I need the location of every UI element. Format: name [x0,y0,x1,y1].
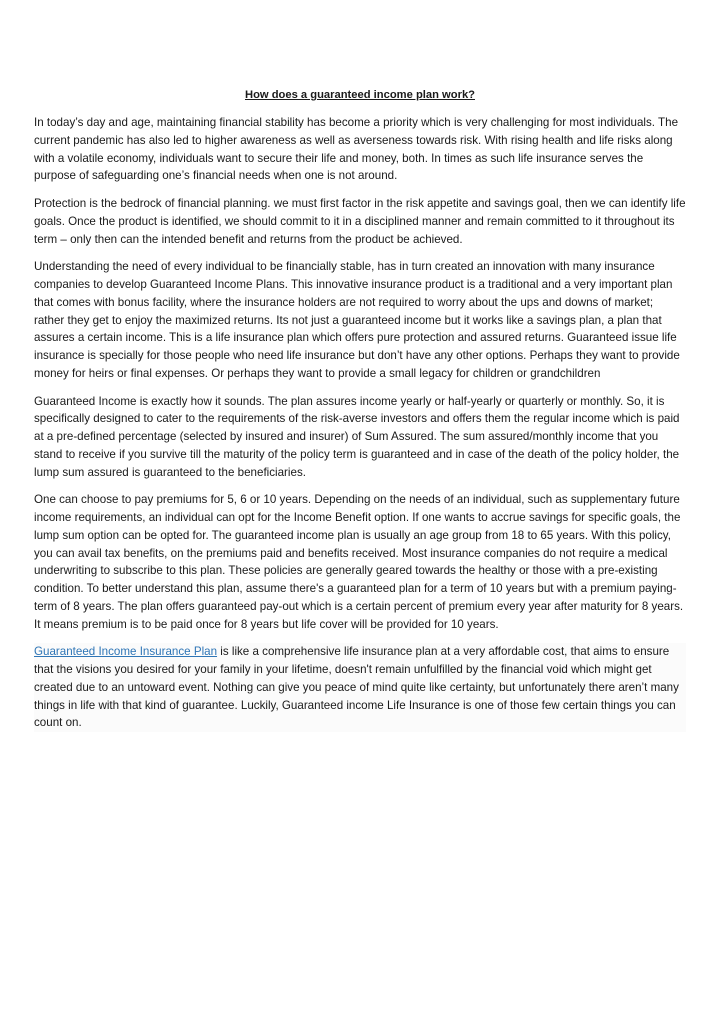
paragraph-understanding: Understanding the need of every individual to be financially stable, has in turn created an innovation with many insurance companies to develop Guaranteed Income Plans. This innovative insurance product is a traditional and a very important plan that comes with bonus facility, where the insurance holders are not required to worry about the ups and downs of market; rather they get to enjoy the maximized returns. Its not just a guaranteed income but it works like a savings plan, a plan that assures a certain income. This is a life insurance plan which offers pure protection and assured returns. Guaranteed issue life insurance is specially for those people who need life insurance but don’t have any other options. Perhaps they want to provide money for heirs or final expenses. Or perhaps they want to provide a small legacy for children or grandchildren [34,260,680,380]
paragraph-premiums: One can choose to pay premiums for 5, 6 or 10 years. Depending on the needs of an individual, such as supplementary future income requirements, an individual can opt for the Income Benefit option. If one wants to accrue savings for specific goals, the lump sum option can be opted for. The guaranteed income plan is usually an age group from 18 to 65 years. With this policy, you can avail tax benefits, on the premiums paid and benefits received. Most insurance companies do not require a medical underwriting to subscribe to this plan. These policies are generally geared towards the healthy or those with a pre-existing condition. To better understand this plan, assume there's a guaranteed plan for a term of 10 years but with a premium paying-term of 8 years. The plan offers guaranteed pay-out which is a certain percent of premium every year after maturity for 8 years. It means premium is to be paid once for 8 years but life cover will be provided for 10 years. [34,493,684,631]
document-page [34,86,686,742]
paragraph-guaranteed-income: Guaranteed Income is exactly how it sounds. The plan assures income yearly or half-yearly or quarterly or monthly. So, it is specifically designed to cater to the requirements of the risk-averse investors and offers them the regular income which is paid at a pre-defined percentage (selected by insured and insurer) of Sum Assured. The sum assured/monthly income that you stand to receive if you survive till the maturity of the policy term is guaranteed and in case of the death of the policy holder, the lump sum assured is guaranteed to the beneficiaries. [34,394,680,479]
paragraph-protection: Protection is the bedrock of financial planning. we must first factor in the risk appetite and savings goal, then we can identify life goals. Once the product is identified, we should commit to it in a disciplined manner and remain committed to it throughout its term – only then can the intended benefit and returns from the product be achieved. [34,197,686,246]
paragraph-conclusion [34,643,686,732]
paragraph-intro: In today’s day and age, maintaining financial stability has become a priority which is very challenging for most individuals. The current pandemic has also led to higher awareness as well as averseness towards risk. With rising health and life risks along with a volatile economy, individuals want to secure their life and money, both. In times as such life insurance serves the purpose of safeguarding one’s financial needs when one is not around. [34,116,679,183]
conclusion-text: is like a comprehensive life insurance plan at a very affordable cost, that aims to ensure that the visions you desired for your family in your lifetime, doesn't remain unfulfilled by the financial void which might get created due to an untoward event. Nothing can give you peace of mind quite like certainty, but unfortunately there aren’t many things in life with that kind of guarantee. Luckily, Guaranteed income Life Insurance is one of those few certain things you can count on. [34,645,679,730]
guaranteed-income-plan-link[interactable]: Guaranteed Income Insurance Plan [34,645,218,659]
document-title: How does a guaranteed income plan work? [244,89,475,101]
